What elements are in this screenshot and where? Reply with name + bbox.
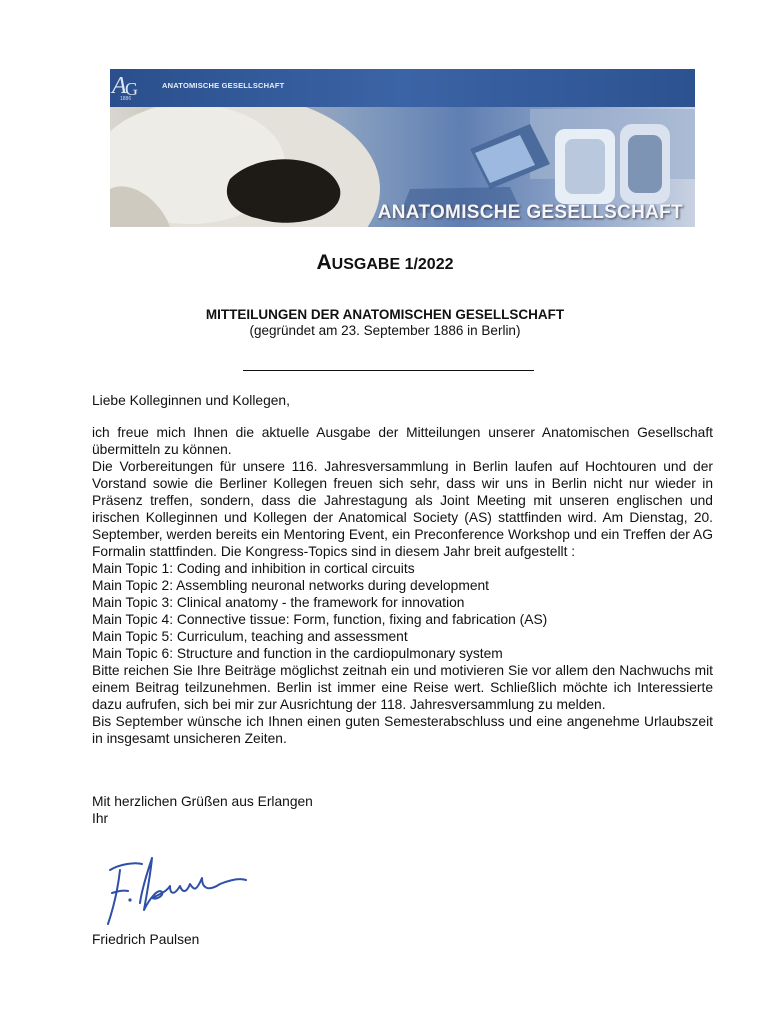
logo-text: ANATOMISCHE GESELLSCHAFT (162, 81, 285, 90)
paragraph-4: Bis September wünsche ich Ihnen einen guten Semesterabschluss und eine angenehme Urlaubszeit in insgesamt unsicheren Zeiten. (92, 714, 713, 746)
svg-text:A: A (112, 73, 127, 99)
topic-item: Main Topic 4: Connective tissue: Form, function, fixing and fabrication (AS) (92, 612, 548, 627)
topic-item: Main Topic 1: Coding and inhibition in cortical circuits (92, 561, 415, 576)
logo-year: 1886 (120, 96, 132, 102)
handwritten-signature (90, 848, 250, 928)
topic-item: Main Topic 2: Assembling neuronal networks during development (92, 578, 490, 593)
closing (92, 793, 713, 827)
issue-title (0, 251, 770, 275)
issue-number: 1/2022 (404, 256, 454, 273)
closing-line: Ihr (92, 811, 109, 826)
issue-word: USGABE (331, 256, 401, 273)
svg-text:G: G (125, 79, 138, 99)
divider (243, 370, 534, 371)
topic-item: Main Topic 5: Curriculum, teaching and assessment (92, 629, 408, 644)
topic-item: Main Topic 6: Structure and function in the cardiopulmonary system (92, 646, 503, 661)
closing-line: Mit herzlichen Grüßen aus Erlangen (92, 794, 313, 809)
topic-item: Main Topic 3: Clinical anatomy - the framework for innovation (92, 595, 465, 610)
salutation: Liebe Kolleginnen und Kollegen, (92, 393, 290, 408)
paragraph-3: Bitte reichen Sie Ihre Beiträge möglichst zeitnah ein und motivieren Sie vor allem den Nachwuchs mit einem Beitrag teilzunehmen. Berlin ist immer eine Reise wert. Schließlich möchte ich Interessierte dazu aufrufen, sich bei mir zur Ausrichtung der 118. Jahresversammlung zu melden. (92, 663, 713, 712)
signer-name: Friedrich Paulsen (92, 932, 200, 947)
header-banner (110, 69, 695, 227)
issue-first-letter: A (316, 251, 332, 274)
page-subheading: (gegründet am 23. September 1886 in Berlin) (249, 323, 521, 338)
topic-list (92, 560, 713, 662)
letter-body (92, 424, 713, 747)
page-heading: MITTEILUNGEN DER ANATOMISCHEN GESELLSCHAFT (205, 307, 565, 322)
banner-title: ANATOMISCHE GESELLSCHAFT (377, 202, 683, 223)
paragraph-1: ich freue mich Ihnen die aktuelle Ausgabe der Mitteilungen unserer Anatomischen Gesellschaft übermitteln zu können. (92, 425, 713, 457)
paragraph-2: Die Vorbereitungen für unsere 116. Jahresversammlung in Berlin laufen auf Hochtouren und der Vorstand sowie die Berliner Kollegen freuen sich sehr, dass wir uns in Berlin nicht nur wieder in Präsenz treffen, sondern, dass die Jahrestagung als Joint Meeting mit unseren englischen und irischen Kolleginnen und Kollegen der Anatomical Society (AS) stattfinden wird. Am Dienstag, 20. September, werden bereits ein Mentoring Event, ein Preconference Workshop und ein Treffen der AG Formalin stattfinden. Die Kongress-Topics sind in diesem Jahr breit aufgestellt : (92, 459, 713, 559)
